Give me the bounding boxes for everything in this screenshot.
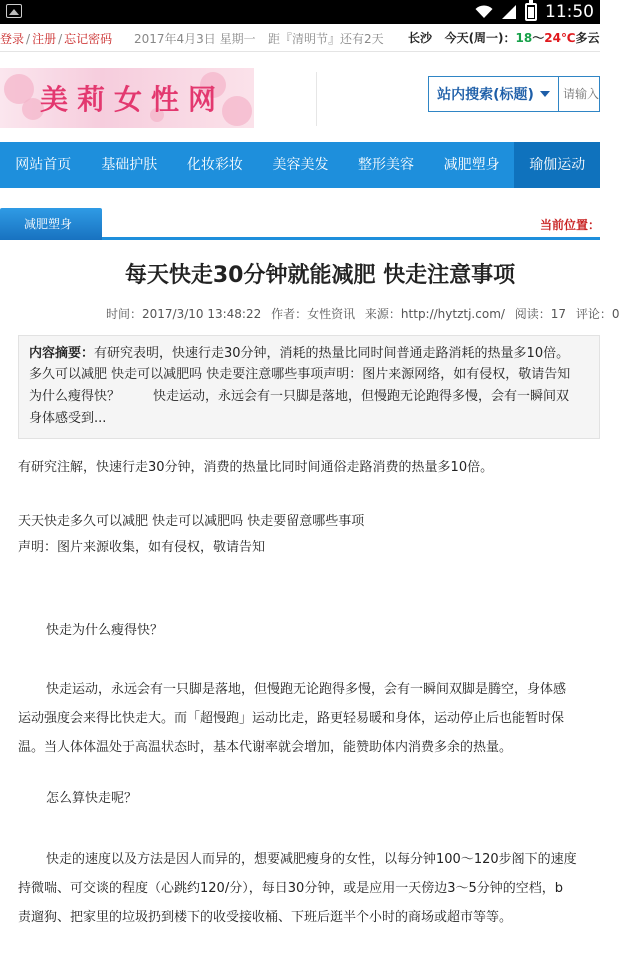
- site-search: [428, 76, 600, 112]
- nav-item-yoga[interactable]: 瑜伽运动: [514, 142, 600, 188]
- article-title: 每天快走30分钟就能减肥 快走注意事项: [124, 263, 516, 288]
- meta-reads: 阅读：17: [514, 307, 567, 321]
- abstract-line: 身体感受到...: [29, 411, 107, 426]
- nav-item-skincare[interactable]: 基础护肤: [101, 157, 158, 173]
- status-time: 11:50: [545, 2, 594, 22]
- search-scope-select[interactable]: [429, 77, 559, 111]
- article-abstract: [18, 335, 600, 439]
- nav-item-home[interactable]: 网站首页: [15, 157, 72, 173]
- nav-item-cosmetic-surgery[interactable]: 整形美容: [358, 157, 415, 173]
- search-input[interactable]: [559, 77, 599, 111]
- breadcrumb: 当前位置：: [539, 218, 600, 232]
- category-tab[interactable]: 减肥塑身: [0, 208, 102, 240]
- paragraph-line: 温。当人体体温处于高温状态时，基本代谢率就会增加，能赞助体内消费多余的热量。: [18, 740, 513, 755]
- paragraph-line: 有研究注解，快速行走30分钟，消费的热量比同时间通俗走路消费的热量多10倍。: [18, 460, 494, 475]
- paragraph-line: 天天快走多久可以减肥 快走可以减肥吗 快走要留意哪些事项: [18, 514, 365, 529]
- paragraph: [18, 874, 600, 932]
- meta-comments: 评论：0: [575, 307, 620, 321]
- section-heading: [18, 618, 600, 644]
- chevron-down-icon: [540, 91, 550, 97]
- paragraph: [18, 455, 600, 481]
- category-bar: [0, 198, 600, 240]
- temp-sep: ～: [532, 31, 545, 45]
- meta-author: 作者：女性资讯: [271, 307, 356, 321]
- abstract-line: [29, 344, 589, 364]
- temp-low: 18: [515, 31, 533, 45]
- weather-today: 今天(周一)：: [444, 31, 516, 45]
- abstract-line: 为什么瘦得快？ 快走运动，永远会有一只脚是落地，但慢跑无论跑得多慢，会有一瞬间双: [29, 389, 570, 404]
- top-info-bar: [0, 24, 600, 52]
- weather-city: 长沙: [408, 31, 433, 45]
- site-header: [0, 52, 600, 142]
- paragraph-line: 责遛狗、把家里的垃圾扔到楼下的收受接收桶、下班后逛半个小时的商场或超市等等。: [18, 910, 513, 925]
- wifi-icon: [475, 5, 493, 19]
- heading-text: 快走为什么瘦得快？: [46, 623, 164, 638]
- status-icons: [475, 0, 594, 24]
- link-separator: /: [26, 32, 31, 46]
- heading-text: 怎么算快走呢？: [46, 791, 138, 806]
- paragraph: [18, 509, 600, 561]
- account-links: [0, 30, 112, 47]
- temp-high: 24℃: [544, 31, 576, 45]
- paragraph-line: 运动强度会来得比快走大。而「超慢跑」运动比走，路更轻易暖和身体，运动停止后也能暂时保: [18, 711, 565, 726]
- paragraph: [18, 704, 600, 762]
- paragraph-line: 声明：图片来源收集，如有侵权，敬请告知: [18, 540, 266, 555]
- logo-text: 美莉女性网: [40, 83, 226, 116]
- signal-icon: [501, 4, 517, 20]
- header-divider: [316, 72, 317, 126]
- abstract-text: 有研究表明，快速行走30分钟，消耗的热量比同时间普通走路消耗的热量多10倍。: [94, 346, 570, 361]
- weather-info: [408, 29, 600, 46]
- main-nav: [0, 142, 600, 188]
- nav-item-makeup[interactable]: 化妆彩妆: [186, 157, 243, 173]
- paragraph: [18, 845, 600, 874]
- forgot-password-link[interactable]: 忘记密码: [64, 32, 113, 46]
- paragraph: [18, 675, 600, 704]
- nav-item-hair[interactable]: 美容美发: [272, 157, 329, 173]
- nav-item-weight-loss[interactable]: 减肥塑身: [443, 157, 500, 173]
- login-link[interactable]: 登录: [0, 32, 25, 46]
- register-link[interactable]: 注册: [32, 32, 57, 46]
- holiday-countdown: 距『清明节』还有2天: [268, 32, 384, 46]
- abstract-line: 多久可以减肥 快走可以减肥吗 快走要注意哪些事项声明：图片来源网络，如有侵权，敬请告知: [29, 367, 571, 382]
- article-meta: [106, 305, 626, 322]
- paragraph-line: 持微喘、可交谈的程度（心跳约120/分），每日30分钟，或是应用一天傍边3～5分钟的空档，b: [18, 881, 564, 896]
- search-scope-label: 站内搜索(标题): [437, 87, 534, 103]
- site-logo[interactable]: [0, 68, 254, 128]
- status-bar: [0, 0, 600, 24]
- link-separator: /: [58, 32, 63, 46]
- current-date: 2017年4月3日 星期一: [134, 32, 256, 46]
- paragraph-line: 快走的速度以及方法是因人而异的，想要减肥瘦身的女性，以每分钟100～120步阁下的速度: [46, 852, 577, 867]
- abstract-label: 内容摘要：: [29, 346, 95, 361]
- battery-icon: [525, 3, 537, 21]
- meta-time: 时间：2017/3/10 13:48:22: [106, 307, 262, 321]
- section-heading: [18, 786, 600, 812]
- weather-condition: 多云: [575, 31, 600, 45]
- paragraph-line: 快走运动，永远会有一只脚是落地，但慢跑无论跑得多慢，会有一瞬间双脚是腾空，身体感: [46, 682, 567, 697]
- gallery-notification-icon: [6, 4, 22, 18]
- meta-source: 来源：http://hytztj.com/: [364, 307, 505, 321]
